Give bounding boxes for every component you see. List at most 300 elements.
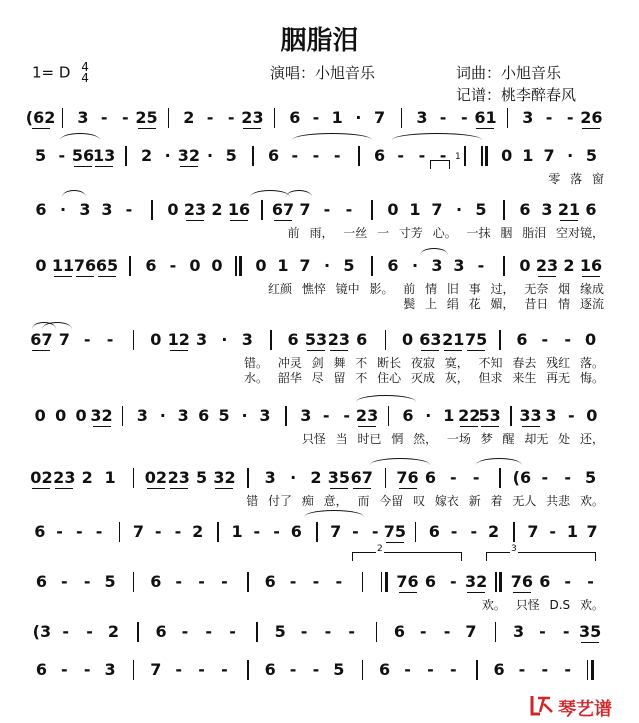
note: -	[564, 468, 571, 487]
note: 6	[264, 572, 276, 591]
bar-line	[385, 330, 387, 350]
note: 21	[442, 330, 465, 349]
note: -	[587, 572, 594, 591]
note: -	[312, 572, 320, 591]
note: 63	[419, 330, 442, 349]
note: 5	[584, 468, 597, 487]
note: 0	[387, 200, 399, 219]
bar-line	[499, 468, 501, 488]
notator-credit	[456, 84, 576, 105]
note: -	[174, 522, 182, 541]
note: 6	[428, 522, 440, 541]
note: 0	[35, 256, 47, 275]
beam-underline	[444, 350, 462, 351]
note: 7	[330, 522, 342, 541]
note: 21	[557, 200, 581, 219]
note: 6	[393, 622, 405, 641]
note: 6	[290, 522, 302, 541]
note: 6	[35, 200, 47, 219]
note: 67	[30, 330, 53, 349]
note: 0	[150, 330, 162, 349]
note: -	[273, 522, 280, 541]
notator-name: 桃李醉春风	[501, 86, 577, 104]
note: 0	[55, 406, 67, 425]
note: -	[169, 256, 177, 275]
note: 0	[519, 256, 531, 275]
note: 6	[289, 108, 301, 127]
note: -	[175, 572, 183, 591]
note: 6	[519, 200, 531, 219]
note: -	[56, 522, 63, 541]
bar-line	[217, 522, 219, 542]
slur-tie	[286, 190, 312, 197]
note: 3	[177, 406, 189, 425]
time-signature	[81, 62, 89, 84]
beam-underline	[581, 642, 599, 643]
note: -	[100, 108, 108, 127]
note: 32	[90, 406, 113, 425]
bar-line	[385, 468, 387, 488]
note: 7	[586, 522, 598, 541]
note: 3	[522, 108, 534, 127]
note: 3	[416, 108, 428, 127]
slur-tie	[420, 248, 448, 255]
note: -	[62, 622, 70, 641]
beam-underline	[243, 128, 261, 129]
note: 6	[268, 146, 280, 165]
beam-underline	[421, 350, 439, 351]
note: 02	[30, 468, 53, 487]
note: 7	[150, 660, 162, 679]
note: -	[564, 330, 571, 349]
bar-line	[503, 256, 505, 276]
lyric-line: 错。 冲灵 剑 舞 不 断长 夜寂 寞， 不知 春去 残红 落。	[244, 356, 604, 370]
lyric-line: 鬓 上 绢 花 媚， 昔日 情 逐流	[403, 297, 604, 311]
note: 53	[478, 406, 501, 425]
note: 2	[140, 146, 153, 165]
note: -	[450, 522, 458, 541]
note: 5	[225, 146, 237, 165]
bar-line	[270, 330, 272, 350]
note: 7	[373, 108, 386, 127]
note: -	[549, 522, 557, 541]
note: -	[227, 108, 235, 127]
lyric-line: 红颜 憔悴 镜中 影。 前 情 旧 事 过， 无奈 烟 缘成	[268, 282, 604, 296]
note: 6	[198, 406, 210, 425]
note: 6	[402, 406, 414, 425]
note: ·	[241, 406, 248, 425]
note: -	[205, 622, 213, 641]
volta-number: 1	[455, 152, 461, 162]
note: 6	[424, 468, 436, 487]
note: 35	[327, 468, 351, 487]
bar-line	[385, 572, 388, 592]
note: -	[472, 468, 480, 487]
score-line	[0, 108, 639, 130]
beam-underline	[54, 276, 72, 277]
bar-line	[513, 522, 515, 542]
notator-label: 记谱：	[456, 86, 502, 104]
bar-line	[510, 406, 512, 426]
bar-line	[133, 468, 135, 488]
score-line	[0, 572, 639, 594]
note: -	[175, 660, 183, 679]
note: -	[83, 660, 91, 679]
note: 0	[255, 256, 267, 275]
note: 67	[350, 468, 373, 487]
score-line	[0, 330, 639, 352]
note: 2	[211, 200, 223, 219]
note: 3	[513, 622, 525, 641]
note: 3	[136, 406, 148, 425]
note: -	[86, 622, 93, 641]
note: 6	[264, 660, 276, 679]
lyric-line: 水。 韶华 尽 留 不 住心 灭成 灰， 但求 来生 再无 悔。	[244, 371, 604, 385]
note: -	[198, 660, 205, 679]
volta-number: 3	[511, 544, 517, 554]
note: -	[125, 200, 133, 219]
note: ·	[159, 406, 166, 425]
note: ·	[164, 146, 171, 165]
beam-underline	[76, 276, 94, 277]
note: 7	[465, 622, 477, 641]
note: -	[449, 468, 457, 487]
beam-underline	[522, 426, 540, 427]
note: 3	[300, 406, 312, 425]
note: -	[518, 660, 526, 679]
note: 3	[259, 406, 271, 425]
slur-tie	[292, 133, 372, 140]
beam-underline	[330, 488, 348, 489]
note: 0	[167, 200, 179, 219]
note: -	[352, 522, 359, 541]
bar-line	[62, 108, 64, 128]
bar-line	[371, 200, 373, 220]
note: 1	[231, 522, 243, 541]
note: 2	[310, 468, 322, 487]
bar-line	[261, 200, 263, 220]
beam-underline	[95, 166, 113, 167]
note: 2	[563, 256, 575, 275]
note: 75	[465, 330, 488, 349]
note: 3	[101, 200, 113, 219]
bar-line	[137, 622, 139, 642]
beam-underline	[467, 350, 485, 351]
beam-underline	[170, 350, 188, 351]
note: -	[95, 522, 103, 541]
bar-line	[481, 146, 483, 166]
note: 6	[35, 660, 48, 679]
note: -	[345, 200, 353, 219]
note: -	[443, 622, 451, 641]
note: 53	[304, 330, 328, 349]
note: 0	[586, 406, 598, 425]
note: 23	[327, 330, 351, 349]
score-line	[0, 200, 639, 222]
note: 0	[401, 330, 414, 349]
note: 6	[585, 200, 597, 219]
beam-underline	[138, 128, 156, 129]
note: -	[75, 522, 83, 541]
note: -	[253, 522, 261, 541]
note: -	[562, 622, 570, 641]
volta-bracket	[486, 544, 596, 554]
note: 3	[104, 660, 116, 679]
key-signature	[32, 62, 89, 84]
note: 1	[443, 406, 455, 425]
note: -	[122, 108, 129, 127]
note: -	[312, 146, 320, 165]
beam-underline	[513, 592, 531, 593]
score-line	[0, 660, 639, 682]
note: -	[541, 330, 549, 349]
time-denominator: 4	[81, 71, 89, 85]
bar-line	[376, 622, 378, 642]
note: 6	[373, 146, 386, 165]
beam-underline	[460, 426, 478, 427]
beam-underline	[180, 166, 198, 167]
note: 7	[299, 200, 311, 219]
note: -	[449, 572, 457, 591]
bar-line	[119, 522, 121, 542]
note: 65	[95, 256, 119, 275]
bar-line	[371, 256, 373, 276]
note: 3	[541, 200, 553, 219]
beam-underline	[399, 488, 417, 489]
bar-line	[235, 256, 237, 276]
bar-line	[129, 256, 131, 276]
note: -	[83, 330, 91, 349]
note: 5	[585, 146, 597, 165]
note: -	[335, 572, 343, 591]
note: 7	[299, 256, 311, 275]
note: 75	[383, 522, 407, 541]
slur-tie	[62, 190, 86, 197]
beam-underline	[274, 220, 292, 221]
note: 5	[218, 406, 230, 425]
note: 3	[79, 200, 91, 219]
note: 16	[227, 200, 251, 219]
beam-underline	[582, 276, 600, 277]
lyric-line: 零 落 窗	[548, 172, 604, 186]
note: 6	[34, 522, 46, 541]
note: 2	[107, 622, 119, 641]
slur-tie	[356, 395, 416, 402]
note: 6	[35, 572, 48, 591]
beam-underline	[560, 220, 578, 221]
note: 32	[465, 572, 488, 591]
bar-line	[133, 572, 135, 592]
beam-underline	[32, 488, 50, 489]
note: 5	[274, 622, 286, 641]
note: -	[229, 622, 236, 641]
note: -	[106, 330, 114, 349]
beam-underline	[147, 488, 165, 489]
note: 35	[578, 622, 602, 641]
bar-line	[485, 146, 488, 166]
note: 23	[167, 468, 190, 487]
note: -	[477, 256, 485, 275]
bar-line	[168, 108, 170, 128]
lyric-line: 只怪 当 时已 惘 然， 一场 梦 醒 却无 处 还，	[301, 432, 604, 446]
note: 6	[356, 330, 368, 349]
note: ·	[290, 468, 297, 487]
note: -	[300, 622, 308, 641]
note: 61	[474, 108, 497, 127]
note: 23	[53, 468, 76, 487]
note: 76	[396, 468, 419, 487]
note: -	[60, 660, 68, 679]
beam-underline	[186, 220, 204, 221]
bar-line	[495, 572, 497, 592]
note: -	[470, 522, 478, 541]
note: 76	[396, 572, 419, 591]
beam-underline	[330, 350, 348, 351]
note: -	[418, 146, 426, 165]
beam-underline	[170, 488, 188, 489]
note: ·	[455, 200, 463, 219]
bar-line	[247, 660, 249, 680]
logo-icon	[528, 692, 556, 718]
note: (3	[32, 622, 52, 641]
note: 22	[458, 406, 481, 425]
beam-underline	[582, 128, 600, 129]
bar-line	[464, 146, 466, 166]
beam-underline	[93, 426, 111, 427]
beam-underline	[481, 426, 499, 427]
note: 1	[331, 108, 343, 127]
note: -	[568, 406, 575, 425]
composer-credit	[456, 62, 561, 83]
bar-line	[285, 406, 287, 426]
note: 1	[277, 256, 289, 275]
note: 2	[487, 522, 500, 541]
beam-underline	[74, 166, 92, 167]
bar-line	[122, 406, 124, 426]
note: -	[348, 622, 356, 641]
note: 5	[333, 660, 345, 679]
singer-label: 演唱：	[270, 64, 316, 82]
slur-tie	[60, 133, 100, 140]
singer-credit	[270, 62, 375, 83]
note: 23	[241, 108, 264, 127]
note: -	[322, 406, 330, 425]
composer-name: 小旭音乐	[501, 64, 562, 82]
note: -	[419, 622, 427, 641]
note: 3	[431, 256, 443, 275]
note: -	[289, 572, 297, 591]
note: 0	[211, 256, 223, 275]
bar-line	[125, 146, 127, 166]
note: 3	[264, 468, 276, 487]
note: -	[545, 108, 553, 127]
note: -	[154, 522, 162, 541]
bar-line	[252, 146, 254, 166]
note: 0	[75, 406, 87, 425]
bar-line	[256, 622, 258, 642]
slur-tie	[392, 133, 482, 140]
bar-line	[247, 572, 249, 592]
note: 2	[183, 108, 195, 127]
score-line	[0, 256, 639, 278]
note: 7	[58, 330, 70, 349]
note: 11	[51, 256, 75, 275]
beam-underline	[538, 276, 556, 277]
note: 33	[519, 406, 542, 425]
note: 2	[192, 522, 204, 541]
note: 6	[145, 256, 157, 275]
bar-line	[316, 522, 318, 542]
bar-line	[133, 330, 135, 350]
note: 7	[431, 200, 443, 219]
note: 0	[584, 330, 597, 349]
note: 25	[135, 108, 158, 127]
beam-underline	[358, 426, 376, 427]
note: -	[312, 660, 320, 679]
bar-line	[247, 468, 249, 488]
bar-line	[239, 256, 242, 276]
note: ·	[59, 200, 67, 219]
bar-line	[151, 200, 153, 220]
note: -	[291, 146, 299, 165]
note: 5	[35, 146, 47, 165]
volta-bracket	[430, 152, 461, 162]
note: 0	[189, 256, 201, 275]
note: 1	[522, 146, 534, 165]
note: 12	[167, 330, 190, 349]
slur-tie	[250, 190, 290, 197]
note: (62	[25, 108, 56, 127]
note: 56	[71, 146, 95, 165]
note: 5	[343, 256, 355, 275]
note: (6	[512, 468, 532, 487]
bar-line	[362, 660, 364, 680]
bar-line	[381, 572, 383, 592]
volta-number: 2	[377, 544, 383, 554]
note: 1	[566, 522, 578, 541]
note: 3	[196, 330, 208, 349]
logo-text: 琴艺谱	[558, 699, 612, 720]
slur-tie	[42, 322, 72, 329]
score-line	[0, 522, 639, 544]
note: 5	[475, 200, 487, 219]
note: 6	[516, 330, 528, 349]
note: 7	[132, 522, 145, 541]
song-title: 胭脂泪	[280, 26, 359, 55]
note: -	[564, 660, 571, 679]
note: -	[333, 146, 341, 165]
note: 6	[150, 572, 162, 591]
time-numerator: 4	[81, 60, 89, 74]
note: 5	[196, 468, 208, 487]
note: -	[83, 572, 91, 591]
note: -	[58, 146, 66, 165]
note: 6	[424, 572, 436, 591]
bar-line	[499, 572, 502, 592]
score-line	[0, 468, 639, 490]
note: -	[541, 660, 549, 679]
beam-underline	[386, 542, 404, 543]
note: 23	[183, 200, 207, 219]
note: ·	[221, 330, 228, 349]
note: 3	[241, 330, 253, 349]
note: ·	[323, 256, 331, 275]
bar-line	[499, 330, 501, 350]
site-logo	[528, 692, 638, 720]
note: -	[221, 660, 228, 679]
note: -	[371, 522, 379, 541]
beam-underline	[476, 128, 494, 129]
